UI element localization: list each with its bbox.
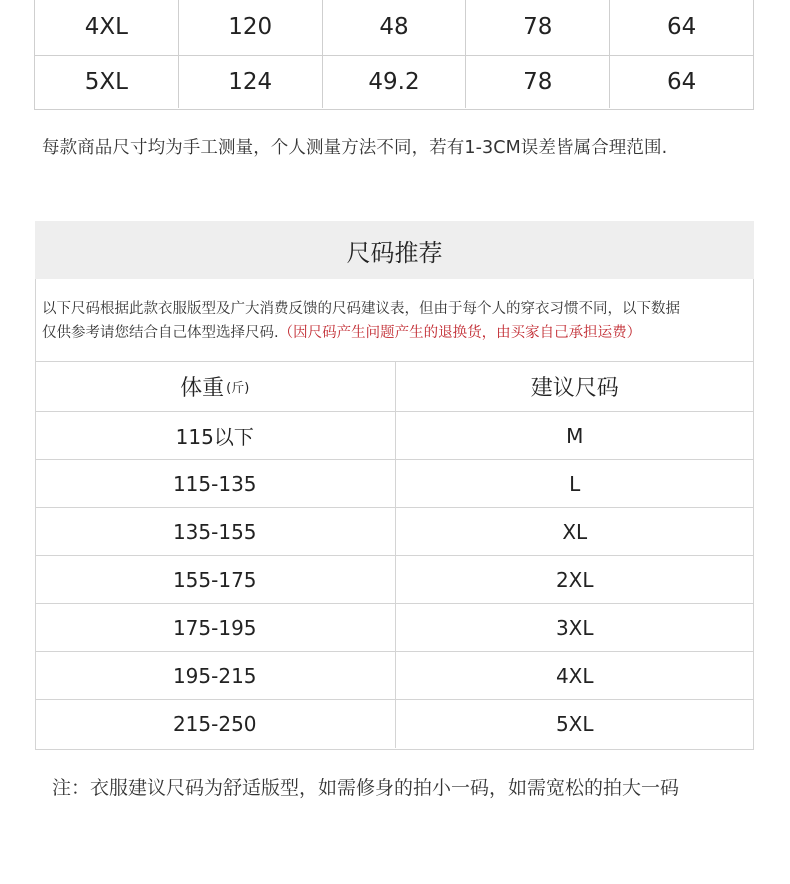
- description-line-1: 以下尺码根据此款衣服版型及广大消费反馈的尺码建议表，但由于每个人的穿衣习惯不同，以下数据: [42, 301, 680, 317]
- size-cell: 64: [609, 56, 753, 108]
- size-cell: 3XL: [395, 604, 755, 651]
- size-cell: 78: [465, 0, 609, 55]
- weight-cell: 195-215: [172, 663, 257, 688]
- weight-cell: 155-175: [172, 567, 257, 592]
- weight-header-label: 体重: [180, 376, 225, 401]
- size-chart-row: [35, 0, 753, 55]
- description-line-2: [42, 321, 754, 345]
- weight-cell: 215-250: [172, 712, 257, 736]
- size-cell: 124: [178, 56, 322, 108]
- table-row: [35, 700, 754, 748]
- footer-note: 注：衣服建议尺码为舒适版型，如需修身的拍小一码，如需宽松的拍大一码: [52, 777, 680, 799]
- table-row: [35, 508, 754, 556]
- size-cell: 78: [465, 56, 609, 108]
- table-row: [35, 460, 754, 508]
- size-chart-table: [34, 0, 754, 110]
- table-row: [35, 652, 754, 700]
- size-cell: 5XL: [84, 69, 128, 95]
- size-cell: 2XL: [395, 556, 755, 603]
- weight-cell: 135-155: [172, 519, 257, 544]
- return-warning: （因尺码产生问题产生的退换货，由买家自己承担运费）: [278, 325, 642, 341]
- measurement-note: 每款商品尺寸均为手工测量，个人测量方法不同，若有1-3CM误差皆属合理范围.: [42, 138, 668, 158]
- size-cell: 120: [178, 0, 322, 55]
- size-cell: 49.2: [322, 56, 466, 108]
- size-recommend-table: [35, 361, 754, 750]
- size-cell: XL: [395, 508, 755, 555]
- table-header-row: [35, 362, 754, 412]
- weight-cell: 115以下: [175, 425, 254, 449]
- weight-column-header: [35, 362, 395, 411]
- table-row: [35, 604, 754, 652]
- description-text: 仅供参考请您结合自己体型选择尺码.: [42, 325, 279, 341]
- table-row: [35, 412, 754, 460]
- weight-cell: 175-195: [172, 615, 257, 640]
- size-cell: 48: [322, 0, 466, 55]
- size-cell: L: [395, 460, 755, 507]
- size-cell: M: [395, 412, 755, 459]
- weight-cell: 115-135: [172, 471, 257, 496]
- size-cell: 5XL: [395, 700, 755, 748]
- size-cell: 4XL: [84, 13, 128, 40]
- size-column-header: 建议尺码: [395, 362, 755, 411]
- size-recommend-description: [42, 297, 754, 345]
- size-cell: 4XL: [395, 652, 755, 699]
- size-recommend-title: 尺码推荐: [35, 221, 754, 279]
- size-chart-row: [35, 55, 753, 108]
- table-row: [35, 556, 754, 604]
- size-cell: 64: [609, 0, 753, 55]
- weight-unit: (斤): [226, 381, 250, 396]
